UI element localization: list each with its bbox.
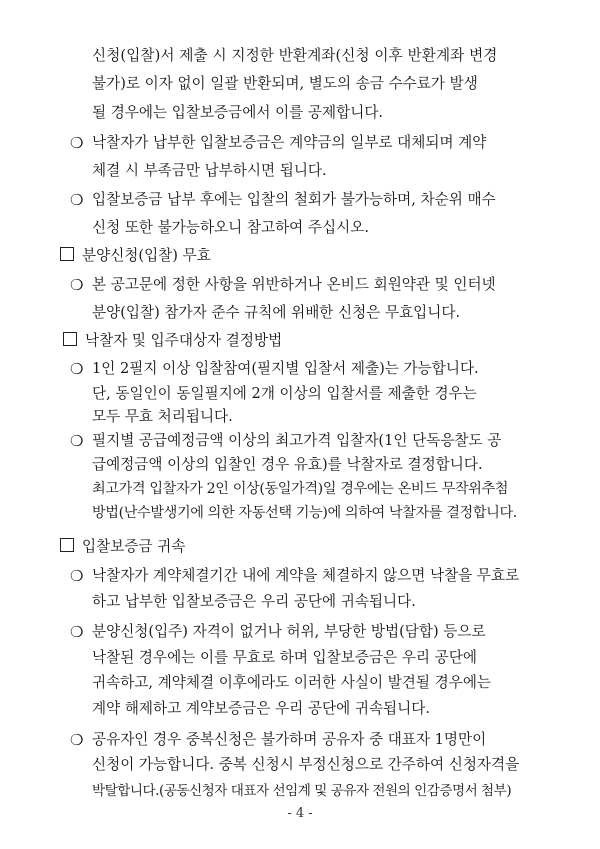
text-line: 낙찰된 경우에는 이를 무효로 하며 입찰보증금은 우리 공단에 <box>92 649 477 666</box>
bullet-circle-icon: ❍ <box>70 134 84 152</box>
text-line: 분양(입찰) 참가자 준수 규칙에 위배한 신청은 무효입니다. <box>92 304 461 321</box>
text-line: 입찰보증금 납부 후에는 입찰의 철회가 불가능하며, 차순위 매수 <box>92 191 496 208</box>
section-heading <box>60 246 211 266</box>
text-line: 1인 2필지 이상 입찰참여(필지별 입찰서 제출)는 가능합니다. <box>92 360 479 377</box>
bullet-circle-icon: ❍ <box>70 731 84 749</box>
text-line: 신청이 가능합니다. 중복 신청시 부정신청으로 간주하여 신청자격을 <box>92 756 520 773</box>
text-line: 급예정금액 이상의 입찰인 경우 유효)를 낙찰자로 결정합니다. <box>92 456 483 473</box>
text-line: 계약 해제하고 계약보증금은 우리 공단에 귀속됩니다. <box>92 700 430 717</box>
text-line: 하고 납부한 입찰보증금은 우리 공단에 귀속됩니다. <box>92 593 416 610</box>
bullet-circle-icon: ❍ <box>70 191 84 209</box>
text-line: 신청(입찰)서 제출 시 지정한 반환계좌(신청 이후 반환계좌 변경 <box>92 47 498 64</box>
bullet-circle-icon: ❍ <box>70 623 84 641</box>
text-line: 모두 무효 처리됩니다. <box>92 408 233 425</box>
text-line: 낙찰자가 납부한 입찰보증금은 계약금의 일부로 대체되며 계약 <box>92 134 487 151</box>
section-title: 입찰보증금 귀속 <box>82 538 186 555</box>
bullet-circle-icon: ❍ <box>70 567 84 585</box>
section-title: 낙찰자 및 입주대상자 결정방법 <box>85 332 283 349</box>
text-line: 단, 동일인이 동일필지에 2개 이상의 입찰서를 제출한 경우는 <box>92 385 477 402</box>
text-line: 본 공고문에 정한 사항을 위반하거나 온비드 회원약관 및 인터넷 <box>92 276 496 293</box>
checkbox-square-icon <box>60 538 74 552</box>
text-line: 신청 또한 불가능하오니 참고하여 주십시오. <box>92 219 369 236</box>
section-title: 분양신청(입찰) 무효 <box>82 247 211 264</box>
text-line: 박탈합니다.(공동신청자 대표자 선임계 및 공유자 전원의 인감증명서 첨부) <box>92 783 512 799</box>
text-line: 귀속하고, 계약체결 이후에라도 이러한 사실이 발견될 경우에는 <box>92 674 492 691</box>
bullet-circle-icon: ❍ <box>70 432 84 450</box>
section-heading <box>60 537 185 557</box>
checkbox-square-icon <box>60 247 74 261</box>
section-heading <box>63 331 282 351</box>
text-line: 방법(난수발생기에 의한 자동선택 기능)에 의하여 낙찰자를 결정합니다. <box>92 505 517 521</box>
checkbox-square-icon <box>63 332 77 346</box>
text-line: 필지별 공급예정금액 이상의 최고가격 입찰자(1인 단독응찰도 공 <box>92 432 502 449</box>
text-line: 공유자인 경우 중복신청은 불가하며 공유자 중 대표자 1명만이 <box>92 731 487 748</box>
text-line: 불가)로 이자 없이 일괄 반환되며, 별도의 송금 수수료가 발생 <box>92 75 478 92</box>
text-line: 될 경우에는 입찰보증금에서 이를 공제합니다. <box>92 104 384 121</box>
bullet-circle-icon: ❍ <box>70 276 84 294</box>
page-number: - 4 - <box>287 806 313 821</box>
bullet-circle-icon: ❍ <box>70 360 84 378</box>
text-line: 분양신청(입주) 자격이 없거나 허위, 부당한 방법(담합) 등으로 <box>92 623 486 640</box>
text-line: 체결 시 부족금만 납부하시면 됩니다. <box>92 162 327 179</box>
text-line: 낙찰자가 계약체결기간 내에 계약을 체결하지 않으면 낙찰을 무효로 <box>92 567 520 584</box>
text-line: 최고가격 입찰자가 2인 이상(동일가격)일 경우에는 온비드 무작위추첨 <box>92 481 509 497</box>
